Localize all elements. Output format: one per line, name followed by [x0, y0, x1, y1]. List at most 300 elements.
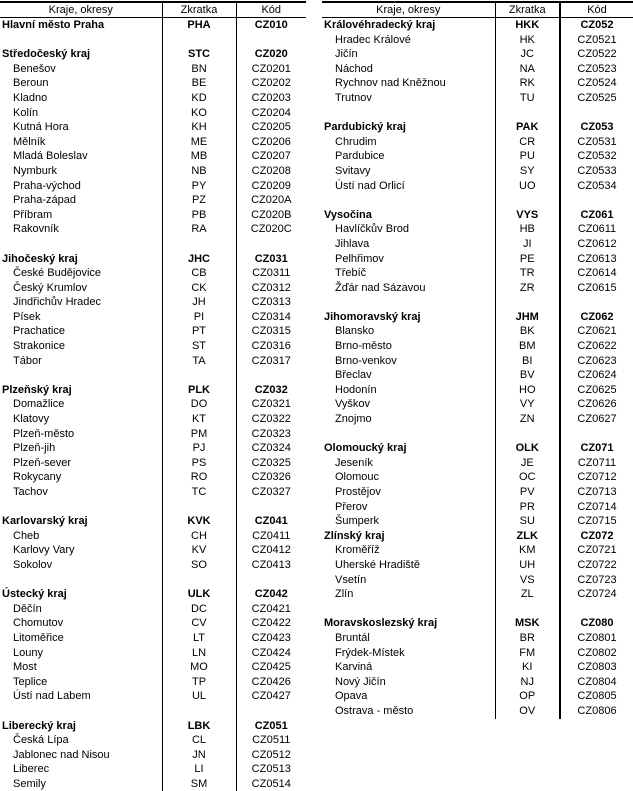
district-row [322, 704, 633, 719]
district-name-cell: Bruntál [335, 631, 370, 644]
district-code-cell: CZ0209 [236, 179, 306, 194]
district-abbr-cell: CR [495, 135, 560, 150]
district-code-cell: CZ0713 [560, 485, 633, 500]
district-row [0, 646, 306, 661]
district-row [322, 514, 633, 529]
district-code-cell: CZ0623 [560, 354, 633, 369]
district-row [0, 412, 306, 427]
district-row [322, 47, 633, 62]
spacer-name-cell [322, 295, 495, 310]
district-row [0, 748, 306, 763]
district-code-cell: CZ0411 [236, 529, 306, 544]
district-row [322, 91, 633, 106]
district-row [322, 266, 633, 281]
region-row [322, 616, 633, 631]
header-name: Kraje, okresy [0, 2, 162, 18]
district-abbr-cell: DO [162, 397, 236, 412]
district-row [0, 120, 306, 135]
region-code-cell: CZ071 [560, 441, 633, 456]
district-name-cell: Jihlava [335, 237, 370, 250]
district-name-cell: Znojmo [335, 413, 372, 426]
spacer-code-cell [236, 704, 306, 719]
district-name-cell: Uherské Hradiště [335, 558, 420, 571]
spacer-abbr-cell [162, 237, 236, 252]
spacer-name-cell [0, 704, 162, 719]
district-name-cell: Svitavy [335, 164, 371, 177]
district-code-cell: CZ0203 [236, 91, 306, 106]
region-row [322, 310, 633, 325]
spacer-abbr-cell [495, 295, 560, 310]
district-code-cell: CZ0715 [560, 514, 633, 529]
district-name-cell: České Budějovice [13, 267, 102, 280]
district-row [322, 587, 633, 602]
district-abbr-cell: RK [495, 76, 560, 91]
district-code-cell: CZ0313 [236, 295, 306, 310]
district-row [0, 485, 306, 500]
district-abbr-cell: ST [162, 339, 236, 354]
district-name-cell: Písek [13, 310, 41, 323]
region-code-cell: CZ041 [236, 514, 306, 529]
district-abbr-cell: TU [495, 91, 560, 106]
district-code-cell: CZ0723 [560, 573, 633, 588]
spacer-row [0, 500, 306, 515]
district-code-cell: CZ0532 [560, 149, 633, 164]
district-abbr-cell: TC [162, 485, 236, 500]
region-abbr-cell: KVK [162, 514, 236, 529]
district-name-cell: Most [13, 661, 37, 674]
district-name-cell: Ústí nad Labem [13, 690, 91, 703]
region-name-cell: Pardubický kraj [324, 121, 406, 134]
district-row [322, 412, 633, 427]
district-abbr-cell: PU [495, 149, 560, 164]
district-code-cell: CZ0423 [236, 631, 306, 646]
region-abbr-cell: LBK [162, 719, 236, 734]
district-name-cell: Hodonín [335, 383, 377, 396]
district-code-cell: CZ0512 [236, 748, 306, 763]
regions-table-left [0, 1, 306, 791]
region-code-cell: CZ032 [236, 383, 306, 398]
region-code-cell: CZ052 [560, 18, 633, 33]
district-name-cell: Olomouc [335, 471, 380, 484]
district-row [0, 179, 306, 194]
district-code-cell: CZ0326 [236, 470, 306, 485]
spacer-code-cell [236, 573, 306, 588]
district-row [0, 427, 306, 442]
district-abbr-cell: PI [162, 310, 236, 325]
region-name-cell: Vysočina [324, 208, 372, 221]
region-name-cell: Karlovarský kraj [2, 515, 88, 528]
district-abbr-cell: DC [162, 602, 236, 617]
district-abbr-cell: CL [162, 733, 236, 748]
district-abbr-cell: TA [162, 354, 236, 369]
district-code-cell: CZ0413 [236, 558, 306, 573]
district-name-cell: Praha-západ [13, 194, 76, 207]
district-code-cell: CZ0421 [236, 602, 306, 617]
district-code-cell: CZ0315 [236, 324, 306, 339]
district-abbr-cell: NB [162, 164, 236, 179]
spacer-code-cell [236, 33, 306, 48]
spacer-row [0, 573, 306, 588]
district-code-cell: CZ0314 [236, 310, 306, 325]
district-row [322, 660, 633, 675]
district-name-cell: Ústí nad Orlicí [335, 179, 405, 192]
district-code-cell: CZ0324 [236, 441, 306, 456]
district-abbr-cell: PV [495, 485, 560, 500]
district-code-cell: CZ020A [236, 193, 306, 208]
region-code-cell: CZ053 [560, 120, 633, 135]
district-abbr-cell: LN [162, 646, 236, 661]
district-name-cell: Brno-město [335, 340, 392, 353]
district-code-cell: CZ0424 [236, 646, 306, 661]
district-abbr-cell: CV [162, 616, 236, 631]
district-name-cell: Rokycany [13, 471, 62, 484]
district-row [322, 252, 633, 267]
region-abbr-cell: JHC [162, 252, 236, 267]
region-row [0, 383, 306, 398]
spacer-name-cell [0, 368, 162, 383]
district-row [0, 106, 306, 121]
district-abbr-cell: UL [162, 689, 236, 704]
district-row [0, 91, 306, 106]
district-code-cell: CZ0525 [560, 91, 633, 106]
district-row [322, 543, 633, 558]
region-name-cell: Zlínský kraj [324, 529, 385, 542]
district-code-cell: CZ0522 [560, 47, 633, 62]
header-abbr: Zkratka [162, 2, 236, 18]
spacer-abbr-cell [162, 704, 236, 719]
region-row [0, 47, 306, 62]
district-row [0, 529, 306, 544]
district-code-cell: CZ0627 [560, 412, 633, 427]
district-code-cell: CZ0531 [560, 135, 633, 150]
district-abbr-cell: UH [495, 558, 560, 573]
district-row [0, 208, 306, 223]
spacer-row [322, 602, 633, 617]
spacer-name-cell [0, 33, 162, 48]
district-row [322, 62, 633, 77]
district-code-cell: CZ0422 [236, 616, 306, 631]
district-code-cell: CZ0613 [560, 252, 633, 267]
district-abbr-cell: SM [162, 777, 236, 791]
region-name-cell: Plzeňský kraj [2, 383, 72, 396]
spacer-code-cell [560, 602, 633, 617]
district-abbr-cell: SU [495, 514, 560, 529]
district-row [322, 33, 633, 48]
spacer-row [322, 193, 633, 208]
district-name-cell: Louny [13, 646, 43, 659]
region-name-cell: Královéhradecký kraj [324, 19, 436, 31]
district-abbr-cell: JI [495, 237, 560, 252]
district-row [0, 777, 306, 791]
spacer-name-cell [322, 106, 495, 121]
district-code-cell: CZ0534 [560, 179, 633, 194]
district-name-cell: Tachov [13, 486, 48, 498]
district-abbr-cell: JN [162, 748, 236, 763]
region-abbr-cell: ULK [162, 587, 236, 602]
district-abbr-cell: KI [495, 660, 560, 675]
region-row [322, 208, 633, 223]
spacer-abbr-cell [495, 193, 560, 208]
district-abbr-cell: PT [162, 324, 236, 339]
district-code-cell: CZ0622 [560, 339, 633, 354]
district-name-cell: Prostějov [335, 486, 381, 498]
district-name-cell: Kutná Hora [13, 121, 69, 134]
district-code-cell: CZ0724 [560, 587, 633, 602]
spacer-name-cell [322, 193, 495, 208]
district-abbr-cell: BE [162, 76, 236, 91]
district-name-cell: Chrudim [335, 135, 377, 148]
district-name-cell: Jablonec nad Nisou [13, 748, 110, 761]
district-code-cell: CZ0514 [236, 777, 306, 791]
region-name-cell: Moravskoslezský kraj [324, 617, 438, 630]
district-name-cell: Blansko [335, 325, 375, 338]
district-name-cell: Zlín [335, 588, 354, 601]
district-name-cell: Brno-venkov [335, 354, 397, 367]
district-row [322, 222, 633, 237]
region-code-cell: CZ080 [560, 616, 633, 631]
spacer-abbr-cell [162, 573, 236, 588]
district-name-cell: Nymburk [13, 164, 58, 177]
district-abbr-cell: JH [162, 295, 236, 310]
district-code-cell: CZ0524 [560, 76, 633, 91]
district-abbr-cell: HB [495, 222, 560, 237]
district-row [322, 397, 633, 412]
district-row [0, 339, 306, 354]
district-name-cell: Přerov [335, 500, 368, 513]
region-abbr-cell: HKK [495, 18, 560, 33]
district-row [322, 689, 633, 704]
header-row [322, 2, 633, 18]
district-abbr-cell: FM [495, 646, 560, 661]
region-abbr-cell: PHA [162, 18, 236, 33]
spacer-abbr-cell [162, 33, 236, 48]
district-abbr-cell: RO [162, 470, 236, 485]
district-code-cell: CZ0711 [560, 456, 633, 471]
district-code-cell: CZ0612 [560, 237, 633, 252]
district-row [322, 179, 633, 194]
district-name-cell: Kroměříž [335, 544, 380, 557]
district-abbr-cell: OC [495, 470, 560, 485]
spacer-code-cell [236, 500, 306, 515]
district-abbr-cell: PM [162, 427, 236, 442]
district-code-cell: CZ0316 [236, 339, 306, 354]
region-row [322, 18, 633, 33]
district-code-cell: CZ0804 [560, 675, 633, 690]
district-row [0, 543, 306, 558]
spacer-row [0, 237, 306, 252]
district-code-cell: CZ0317 [236, 354, 306, 369]
district-row [0, 135, 306, 150]
district-code-cell: CZ0321 [236, 397, 306, 412]
district-abbr-cell: HO [495, 383, 560, 398]
district-abbr-cell: MO [162, 660, 236, 675]
district-abbr-cell: ME [162, 135, 236, 150]
district-row [322, 383, 633, 398]
region-code-cell: CZ042 [236, 587, 306, 602]
district-name-cell: Jičín [335, 48, 358, 61]
district-code-cell: CZ0611 [560, 222, 633, 237]
header-name: Kraje, okresy [322, 2, 495, 18]
district-abbr-cell: PS [162, 456, 236, 471]
district-name-cell: Kladno [13, 91, 48, 104]
spacer-code-cell [236, 237, 306, 252]
district-name-cell: Prachatice [13, 325, 65, 338]
spacer-code-cell [560, 427, 633, 442]
district-row [322, 470, 633, 485]
district-name-cell: Klatovy [13, 413, 50, 426]
spacer-row [0, 33, 306, 48]
district-abbr-cell: BM [495, 339, 560, 354]
district-code-cell: CZ0621 [560, 324, 633, 339]
district-name-cell: Karlovy Vary [13, 544, 75, 557]
district-abbr-cell: KV [162, 543, 236, 558]
spacer-name-cell [322, 427, 495, 442]
spacer-code-cell [560, 106, 633, 121]
district-abbr-cell: JE [495, 456, 560, 471]
district-name-cell: Nový Jičín [335, 675, 386, 688]
region-name-cell: Jihomoravský kraj [324, 310, 421, 323]
district-code-cell: CZ0206 [236, 135, 306, 150]
district-code-cell: CZ020C [236, 222, 306, 237]
district-name-cell: Český Krumlov [13, 281, 87, 294]
district-code-cell: CZ0426 [236, 675, 306, 690]
district-abbr-cell: BI [495, 354, 560, 369]
district-name-cell: Karviná [335, 661, 373, 674]
district-row [0, 164, 306, 179]
region-name-cell: Olomoucký kraj [324, 442, 407, 455]
district-abbr-cell: CH [162, 529, 236, 544]
region-code-cell: CZ051 [236, 719, 306, 734]
region-abbr-cell: STC [162, 47, 236, 62]
district-row [0, 441, 306, 456]
district-name-cell: Strakonice [13, 340, 65, 353]
district-row [0, 76, 306, 91]
district-name-cell: Děčín [13, 602, 42, 615]
district-row [322, 675, 633, 690]
district-name-cell: Šumperk [335, 515, 380, 528]
header-row [0, 2, 306, 18]
district-row [322, 646, 633, 661]
district-code-cell: CZ0327 [236, 485, 306, 500]
district-code-cell: CZ0806 [560, 704, 633, 719]
district-code-cell: CZ0312 [236, 281, 306, 296]
district-name-cell: Semily [13, 777, 47, 790]
region-code-cell: CZ061 [560, 208, 633, 223]
district-abbr-cell: HK [495, 33, 560, 48]
region-abbr-cell: MSK [495, 616, 560, 631]
district-row [0, 689, 306, 704]
district-row [322, 368, 633, 383]
district-abbr-cell: KM [495, 543, 560, 558]
district-abbr-cell: UO [495, 179, 560, 194]
district-name-cell: Vsetín [335, 573, 367, 586]
district-name-cell: Pardubice [335, 150, 385, 163]
spacer-row [322, 295, 633, 310]
header-code: Kód [560, 2, 633, 18]
district-code-cell: CZ0325 [236, 456, 306, 471]
district-name-cell: Příbram [13, 208, 53, 221]
district-row [322, 339, 633, 354]
district-name-cell: Opava [335, 690, 368, 703]
district-code-cell: CZ0412 [236, 543, 306, 558]
district-code-cell: CZ0323 [236, 427, 306, 442]
district-name-cell: Rakovník [13, 223, 59, 236]
district-row [322, 485, 633, 500]
district-row [0, 456, 306, 471]
region-abbr-cell: VYS [495, 208, 560, 223]
district-row [322, 281, 633, 296]
district-abbr-cell: RA [162, 222, 236, 237]
district-abbr-cell: KH [162, 120, 236, 135]
district-row [0, 733, 306, 748]
district-name-cell: Břeclav [335, 369, 372, 382]
region-code-cell: CZ062 [560, 310, 633, 325]
district-row [0, 324, 306, 339]
district-abbr-cell: NJ [495, 675, 560, 690]
district-abbr-cell: TR [495, 266, 560, 281]
region-code-cell: CZ010 [236, 18, 306, 33]
district-abbr-cell: JC [495, 47, 560, 62]
district-row [0, 354, 306, 369]
district-name-cell: Plzeň-město [13, 427, 75, 440]
district-code-cell: CZ0714 [560, 500, 633, 515]
region-name-cell: Jihočeský kraj [2, 252, 78, 265]
district-code-cell: CZ0802 [560, 646, 633, 661]
region-abbr-cell: JHM [495, 310, 560, 325]
district-abbr-cell: SO [162, 558, 236, 573]
region-code-cell: CZ020 [236, 47, 306, 62]
spacer-row [322, 106, 633, 121]
district-abbr-cell: CB [162, 266, 236, 281]
region-name-cell: Hlavní město Praha [2, 19, 105, 31]
district-abbr-cell: PZ [162, 193, 236, 208]
district-abbr-cell: LT [162, 631, 236, 646]
district-abbr-cell: KO [162, 106, 236, 121]
regions-table-right [322, 1, 633, 719]
region-row [0, 514, 306, 529]
district-row [322, 237, 633, 252]
district-name-cell: Pelhřimov [335, 252, 384, 265]
district-code-cell: CZ0425 [236, 660, 306, 675]
region-row [0, 719, 306, 734]
district-abbr-cell: OP [495, 689, 560, 704]
district-abbr-cell: BK [495, 324, 560, 339]
district-name-cell: Frýdek-Místek [335, 646, 405, 659]
district-code-cell: CZ0521 [560, 33, 633, 48]
district-name-cell: Chomutov [13, 617, 64, 630]
spacer-abbr-cell [162, 368, 236, 383]
district-name-cell: Hradec Králové [335, 33, 411, 46]
region-name-cell: Středočeský kraj [2, 48, 91, 61]
region-abbr-cell: ZLK [495, 529, 560, 544]
district-name-cell: Náchod [335, 62, 373, 75]
region-row [322, 529, 633, 544]
district-code-cell: CZ0624 [560, 368, 633, 383]
district-row [0, 397, 306, 412]
district-row [322, 558, 633, 573]
district-row [0, 631, 306, 646]
district-code-cell: CZ0533 [560, 164, 633, 179]
district-code-cell: CZ0207 [236, 149, 306, 164]
district-code-cell: CZ0712 [560, 470, 633, 485]
spacer-row [0, 368, 306, 383]
header-code: Kód [236, 2, 306, 18]
district-abbr-cell: PB [162, 208, 236, 223]
spacer-code-cell [560, 193, 633, 208]
district-name-cell: Třebíč [335, 267, 367, 280]
district-name-cell: Plzeň-jih [13, 442, 56, 455]
district-row [0, 762, 306, 777]
